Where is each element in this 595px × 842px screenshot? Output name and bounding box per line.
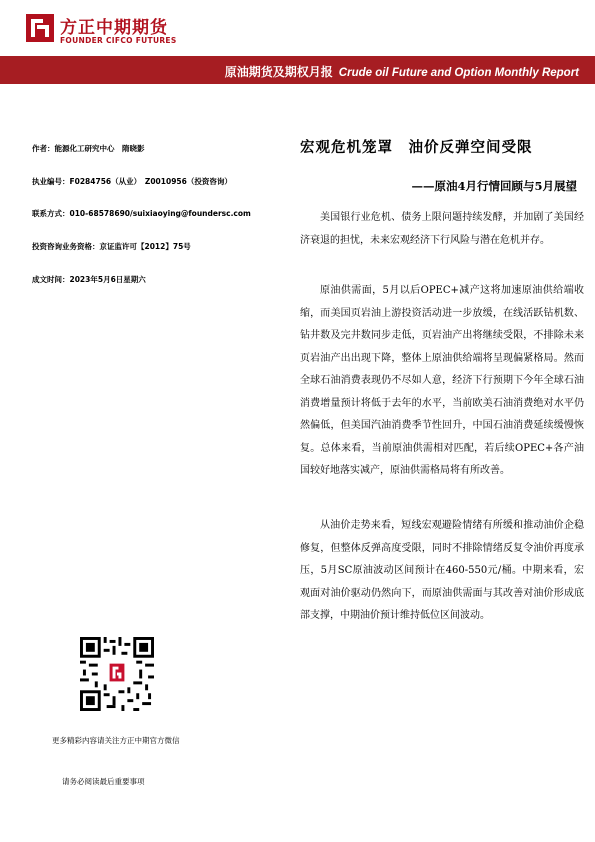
report-subtitle: ——原油4月行情回顾与5月展望 — [411, 179, 577, 193]
report-type-title — [225, 63, 579, 80]
wechat-qr-code-icon — [80, 637, 154, 711]
report-type-cn: 原油期货及期权月报 — [224, 65, 333, 79]
qualification-line: 投资咨询业务资格：京证监许可【2012】75号 — [32, 242, 191, 251]
date-line: 成文时间：2023年5月6日星期六 — [32, 275, 146, 284]
company-logo-icon — [26, 14, 54, 42]
header — [0, 0, 595, 56]
contact-line: 联系方式：010-68578690/suixiaoying@foundersc.com — [32, 209, 251, 218]
qr-caption: 更多精彩内容请关注方正中期官方微信 — [52, 736, 180, 745]
paragraph-macro: 美国银行业危机、债务上限问题持续发酵，并加剧了美国经济衰退的担忧，未来宏观经济下行风险与潜在危机并存。 — [300, 212, 584, 246]
brand-name-cn: 方正中期期货 — [60, 18, 168, 38]
report-body — [300, 207, 584, 252]
paragraph-supply-demand: 原油供需面，5月以后OPEC+减产这将加速原油供给端收缩，而美国页岩油上游投资活动进一步放缓，在线活跃钻机数、钻井数及完井数同步走低，页岩油产出将继续受限，不排除未来页岩油产出出现下降，整体上原油供给端将呈现偏紧格局。然而全球石油消费表现仍不尽如人意，经济下行预期下今年全球石油消费增量预计将低于去年的水平，当前欧美石油消费绝对水平仍然偏低，但美国汽油消费季节性回升，中国石油消费延续缓慢恢复。总体来看，当前原油供需相对匹配，若后续OPEC+各产油国较好地落实减产，原油供需格局将有所改善。 — [300, 285, 584, 476]
license-line: 执业编号：F0284756（从业） Z0010956（投资咨询） — [32, 177, 232, 186]
report-title: 宏观危机笼罩 油价反弹空间受限 — [300, 139, 533, 156]
paragraph-price-outlook: 从油价走势来看，短线宏观避险情绪有所缓和推动油价企稳修复，但整体反弹高度受限，同时不排除情绪反复令油价再度承压，5月SC原油波动区间预计在460-550元/桶。中期来看，宏观面对油价驱动仍然向下，而原油供需面与其改善对油价形成底部支撑，中期油价预计维持低位区间波动。 — [300, 520, 584, 621]
report-body-2 — [300, 280, 584, 483]
brand-name-en: FOUNDER CIFCO FUTURES — [60, 36, 177, 45]
report-body-3 — [300, 515, 584, 628]
disclaimer-notice: 请务必阅读最后重要事项 — [62, 777, 145, 786]
report-type-en: Crude oil Future and Option Monthly Report — [338, 67, 579, 79]
author-line: 作者：能源化工研究中心 隋晓影 — [32, 144, 145, 153]
